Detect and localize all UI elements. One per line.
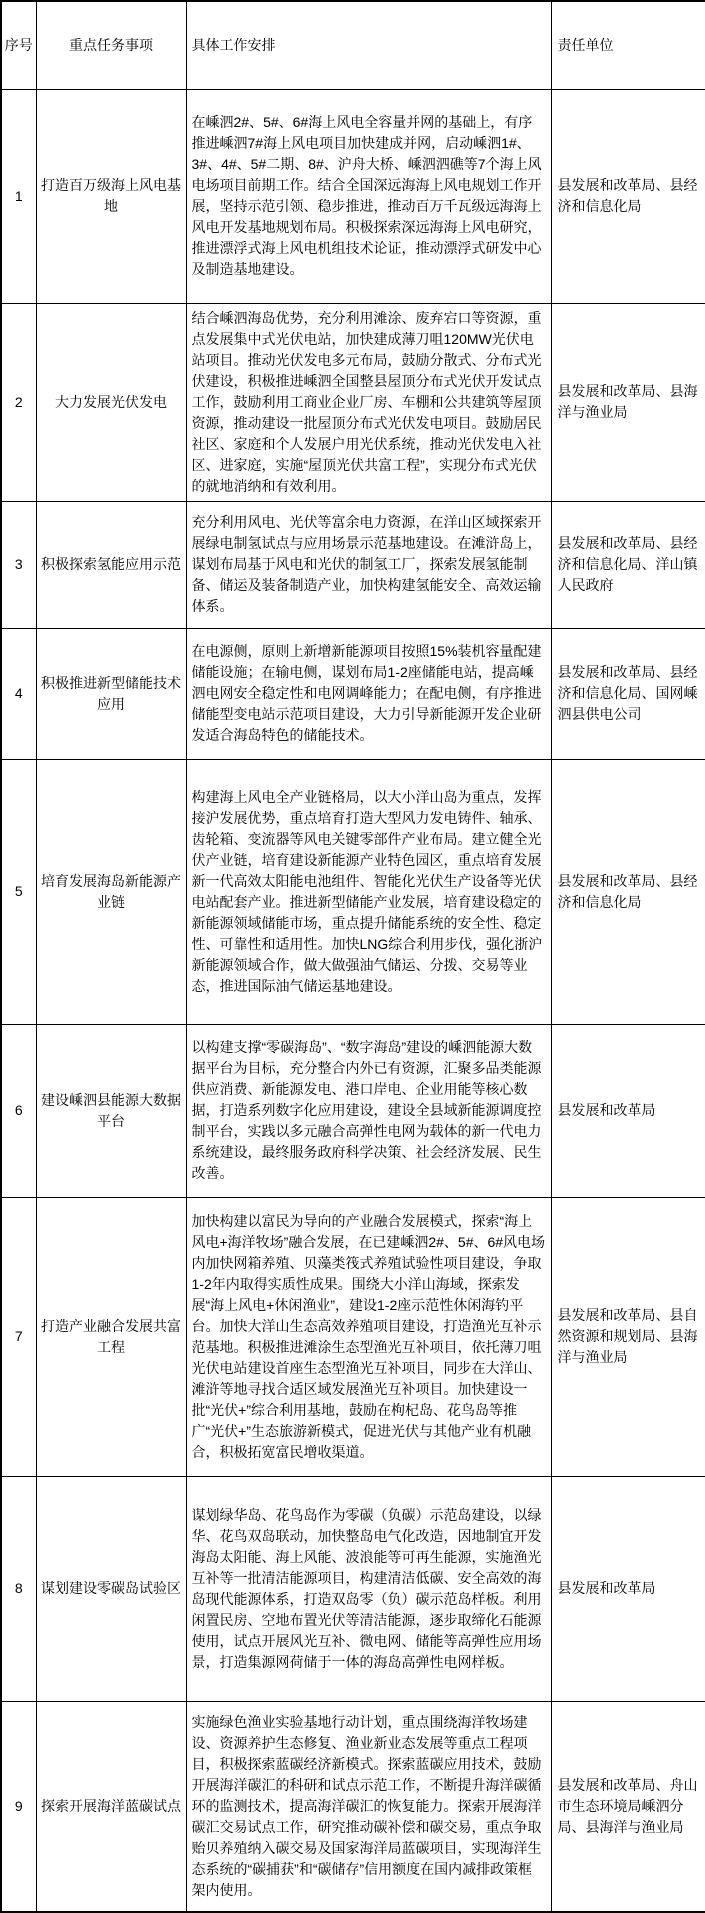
table-row [1,303,705,501]
row-task: 打造百万级海上风电基地 [36,89,186,303]
table-row [1,759,705,1024]
row-plan: 充分利用风电、光伏等富余电力资源，在洋山区域探索开展绿电制氢试点与应用场景示范基地建设。在滩浒岛上，谋划布局基于风电和光伏的制氢工厂，探索发展氢能制备、储运及装备制造产业，加快构建氢能安全、高效运输体系。 [186,501,551,628]
row-unit: 县发展和改革局、县自然资源和规划局、县海洋与渔业局 [551,1197,705,1476]
row-plan: 以构建支撑“零碳海岛”、“数字海岛”建设的嵊泗能源大数据平台为目标，充分整合内外已有资源，汇聚多品类能源供应消费、新能源发电、港口岸电、企业用能等核心数据，打造系列数字化应用建设，建设全县域新能源调度控制平台，实践以多元融合高弹性电网为载体的新一代电力系统建设，最终服务政府科学决策、社会经济发展、民生改善。 [186,1024,551,1197]
row-unit: 县发展和改革局、县海洋与渔业局 [551,303,705,501]
header-no: 序号 [1,1,36,89]
row-unit: 县发展和改革局、县经济和信息化局、国网嵊泗县供电公司 [551,628,705,759]
row-unit: 县发展和改革局、县经济和信息化局 [551,89,705,303]
row-no: 3 [1,501,36,628]
table-row [1,1701,705,1912]
row-unit: 县发展和改革局 [551,1024,705,1197]
header-unit: 责任单位 [551,1,705,89]
row-plan: 谋划绿华岛、花鸟岛作为零碳（负碳）示范岛建设，以绿华、花鸟双岛联动，加快整岛电气化改造，因地制宜开发海岛太阳能、海上风能、波浪能等可再生能源，实施渔光互补等一批清洁能源项目，构建清洁低碳、安全高效的海岛现代能源体系，打造双岛零（负）碳示范岛样板。利用闲置民房、空地布置光伏等清洁能源，逐步取缔化石能源使用，试点开展风光互补、微电网、储能等高弹性应用场景，打造集源网荷储于一体的海岛高弹性电网样板。 [186,1476,551,1701]
table-row [1,1197,705,1476]
row-plan: 实施绿色渔业实验基地行动计划，重点围绕海洋牧场建设、资源养护生态修复、渔业新业态发展等重点工程项目，积极探索蓝碳经济新模式。探索蓝碳应用技术，鼓励开展海洋碳汇的科研和试点示范工作，不断提升海洋碳循环的监测技术，提高海洋碳汇的恢复能力。探索开展海洋碳汇交易试点工作，研究推动碳补偿和碳交易，重点争取贻贝养殖纳入碳交易及国家海洋局蓝碳项目，实现海洋生态系统的“碳捕获”和“碳储存”信用额度在国内减排政策框架内使用。 [186,1701,551,1912]
row-task: 积极推进新型储能技术应用 [36,628,186,759]
row-no: 2 [1,303,36,501]
row-no: 7 [1,1197,36,1476]
header-plan: 具体工作安排 [186,1,551,89]
row-task: 打造产业融合发展共富工程 [36,1197,186,1476]
row-no: 6 [1,1024,36,1197]
row-no: 1 [1,89,36,303]
row-plan: 加快构建以富民为导向的产业融合发展模式，探索“海上风电+海洋牧场”融合发展，在已建嵊泗2#、5#、6#风电场内加快网箱养殖、贝藻类筏式养殖试验性项目建设，争取1-2年内取得实质性成果。围绕大小洋山海域，探索发展“海上风电+休闲渔业”，建设1-2座示范性休闲海钓平台。加快大洋山生态高效养殖项目建设，打造渔光互补示范基地。积极推进滩涂生态型渔光互补项目，依托薄刀咀光伏电站建设首座生态型渔光互补项目，同步在大洋山、滩浒等地寻找合适区域发展渔光互补项目。加快建设一批“光伏+”综合利用基地，鼓励在枸杞岛、花鸟岛等推广“光伏+”生态旅游新模式，促进光伏与其他产业有机融合，积极拓宽富民增收渠道。 [186,1197,551,1476]
row-plan: 构建海上风电全产业链格局，以大小洋山岛为重点，发挥接沪发展优势，重点培育打造大型风力发电铸件、轴承、齿轮箱、变流器等风电关键零部件产业布局。建立健全光伏产业链，培育建设新能源产业特色园区，重点培育发展新一代高效太阳能电池组件、智能化光伏生产设备等光伏电站配套产业。推进新型储能产业发展，培育建设稳定的新能源领域储能市场，重点提升储能系统的安全性、稳定性、可靠性和适用性。加快LNG综合利用步伐，强化浙沪新能源领域合作，做大做强油气储运、分拨、交易等业态，推进国际油气储运基地建设。 [186,759,551,1024]
header-task: 重点任务事项 [36,1,186,89]
row-no: 5 [1,759,36,1024]
row-task: 培育发展海岛新能源产业链 [36,759,186,1024]
row-no: 4 [1,628,36,759]
table-row [1,501,705,628]
row-unit: 县发展和改革局、舟山市生态环境局嵊泗分局、县海洋与渔业局 [551,1701,705,1912]
table-row [1,89,705,303]
row-unit: 县发展和改革局、县经济和信息化局、洋山镇人民政府 [551,501,705,628]
row-unit: 县发展和改革局、县经济和信息化局 [551,759,705,1024]
row-no: 9 [1,1701,36,1912]
row-no: 8 [1,1476,36,1701]
table-row [1,628,705,759]
table-row [1,1476,705,1701]
row-plan: 在嵊泗2#、5#、6#海上风电全容量并网的基础上，有序推进嵊泗7#海上风电项目加快建成并网，启动嵊泗1#、3#、4#、5#二期、8#、沪舟大桥、嵊泗泗礁等7个海上风电场项目前期工作。结合全国深远海海上风电规划工作开展，坚持示范引领、稳步推进，推动百万千瓦级远海海上风电开发基地规划布局。积极探索深远海海上风电研究，推进漂浮式海上风电机组技术论证，推动漂浮式研发中心及制造基地建设。 [186,89,551,303]
table-header-row [1,1,705,89]
row-task: 建设嵊泗县能源大数据平台 [36,1024,186,1197]
table-row [1,1024,705,1197]
row-task: 大力发展光伏发电 [36,303,186,501]
row-unit: 县发展和改革局 [551,1476,705,1701]
row-plan: 结合嵊泗海岛优势，充分利用滩涂、废弃宕口等资源，重点发展集中式光伏电站，加快建成薄刀咀120MW光伏电站项目。推动光伏发电多元布局，鼓励分散式、分布式光伏建设，积极推进嵊泗全国整县屋顶分布式光伏开发试点工作，鼓励利用工商业企业厂房、车棚和公共建筑等屋顶资源，推动建设一批屋顶分布式光伏发电项目。鼓励居民社区、家庭和个人发展户用光伏系统，推动光伏发电入社区、进家庭，实施“屋顶光伏共富工程”，实现分布式光伏的就地消纳和有效利用。 [186,303,551,501]
row-task: 谋划建设零碳岛试验区 [36,1476,186,1701]
row-task: 积极探索氢能应用示范 [36,501,186,628]
row-plan: 在电源侧，原则上新增新能源项目按照15%装机容量配建储能设施；在输电侧，谋划布局1-2座储能电站，提高嵊泗电网安全稳定性和电网调峰能力；在配电侧，有序推进储能型变电站示范项目建设，大力引导新能源开发企业研发适合海岛特色的储能技术。 [186,628,551,759]
row-task: 探索开展海洋蓝碳试点 [36,1701,186,1912]
